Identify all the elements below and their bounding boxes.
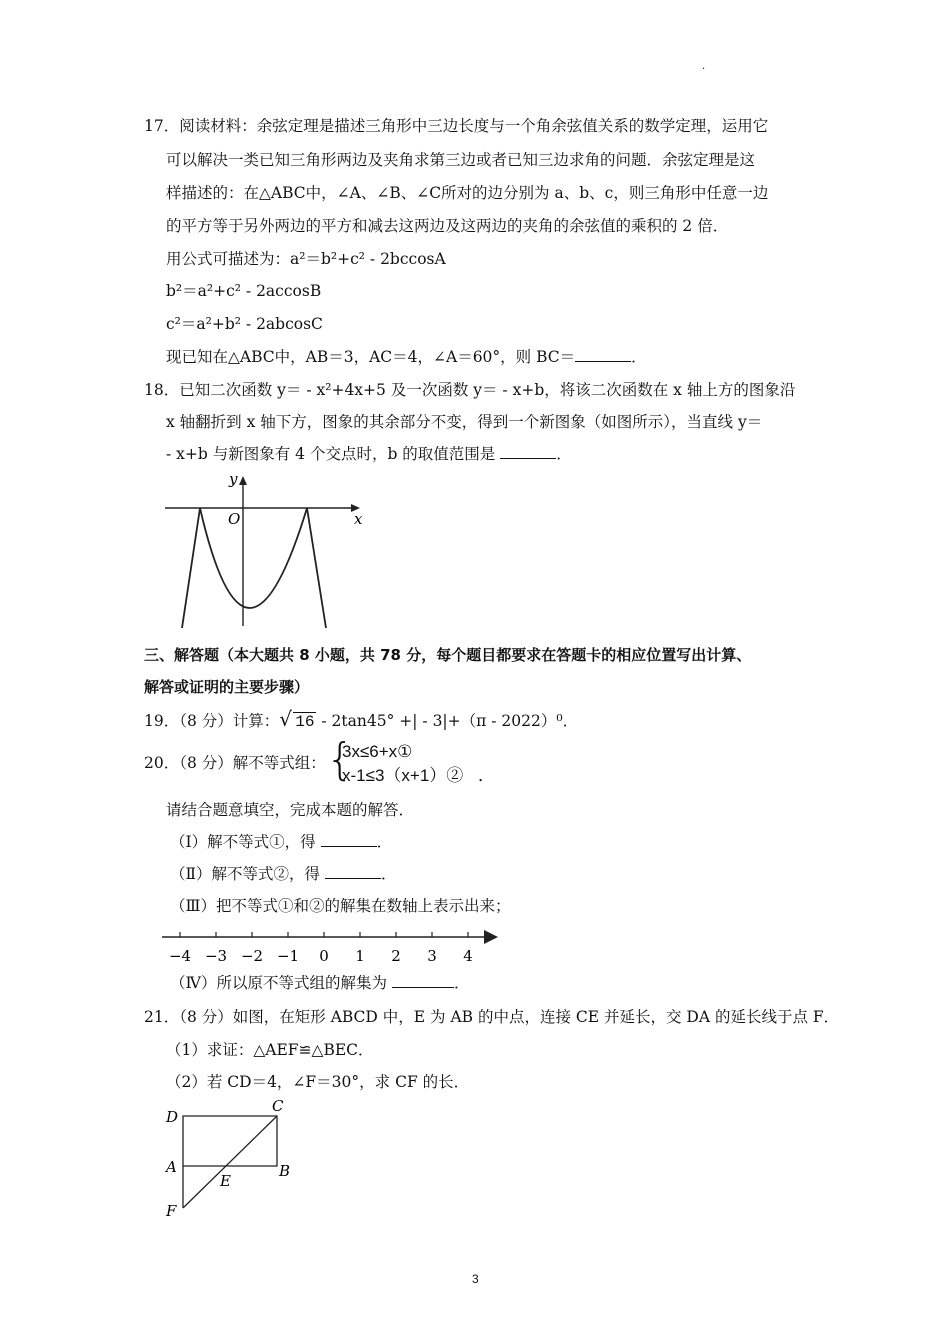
number-line-label: −1 (276, 947, 300, 965)
brace-icon: { (326, 734, 354, 785)
q20-instruction: 请结合题意填空，完成本题的解答． (166, 801, 415, 819)
q18-y-label: y (229, 470, 238, 488)
number-line-arrow-icon (484, 930, 498, 944)
q17-formula-c: c²＝a²+b² - 2abcosC (166, 315, 323, 333)
q17-answer-blank[interactable] (575, 347, 631, 362)
q20-step-1-blank[interactable] (321, 832, 377, 847)
q18-y-arrow (239, 476, 247, 485)
section-3-line-1: 三、解答题（本大题共 8 小题，共 78 分，每个题目都要求在答题卡的相应位置写出计算、 (144, 646, 752, 664)
q18-end: ． (556, 445, 572, 463)
q17-formula-a: 用公式可描述为：a²＝b²+c² - 2bccosA (166, 250, 446, 268)
q18-line-3-text: - x+b 与新图象有 4 个交点时，b 的取值范围是 (166, 445, 496, 463)
q21-label-f: F (166, 1202, 177, 1220)
q21-rectangle (183, 1116, 277, 1166)
number-line-label: −3 (204, 947, 228, 965)
q21-label-b: B (279, 1162, 291, 1180)
q18-line-2: x 轴翻折到 x 轴下方，图象的其余部分不变，得到一个新图象（如图所示），当直线 y＝ (166, 413, 763, 431)
q20-prefix: 20．（8 分）解不等式组： (144, 754, 326, 772)
q21-label-e: E (220, 1172, 231, 1190)
q17-line-1: 17．阅读材料：余弦定理是描述三角形中三边长度与一个角余弦值关系的数学定理，运用它 (144, 117, 769, 135)
number-line-label: 2 (391, 947, 401, 965)
q19-radicand: 16 (295, 713, 315, 731)
number-line-label: 0 (319, 947, 329, 965)
q20-number-line (160, 925, 505, 967)
q20-inequality-1: 3x≤6+x① (342, 742, 413, 761)
section-3-line-2: 解答或证明的主要步骤） (144, 678, 310, 696)
number-line-label: 4 (463, 947, 473, 965)
q19-sqrt (279, 707, 316, 732)
question-19 (144, 707, 579, 732)
q21-label-c: C (272, 1098, 284, 1115)
q20-inequality-2: x-1≤3（x+1）② (342, 766, 464, 785)
q20-step-4-text: （Ⅳ）所以原不等式组的解集为 (170, 974, 387, 992)
number-line-label: 3 (427, 947, 437, 965)
q18-x-label: x (354, 510, 363, 528)
q17-line-3: 样描述的：在△ABC中，∠A、∠B、∠C所对的边分别为 a、b、c，则三角形中任意一边 (166, 184, 769, 202)
page-number: 3 (472, 1272, 479, 1286)
q17-question-text: 现已知在△ABC中，AB＝3，AC＝4，∠A＝60°，则 BC＝ (166, 348, 576, 366)
q18-answer-blank[interactable] (500, 444, 556, 459)
q17-line-4: 的平方等于另外两边的平方和减去这两边及这两边的夹角的余弦值的乘积的 2 倍． (166, 217, 729, 235)
q18-origin-label: O (228, 510, 241, 528)
q19-prefix: 19．（8 分）计算： (144, 712, 280, 730)
number-line-label: 1 (355, 947, 365, 965)
q21-part-2: （2）若 CD＝4，∠F＝30°，求 CF 的长． (166, 1073, 470, 1091)
q20-system (326, 734, 496, 790)
q20-step-1-text: （Ⅰ）解不等式①，得 (170, 833, 316, 851)
q17-question (166, 347, 647, 367)
q21-label-d: D (166, 1108, 179, 1126)
q17-question-end: ． (631, 348, 647, 366)
q20-step-2-end: ． (380, 865, 397, 883)
q20-step-3: （Ⅲ）把不等式①和②的解集在数轴上表示出来； (170, 897, 511, 915)
q17-formula-b: b²＝a²+c² - 2accosB (166, 282, 322, 300)
q20-step-4-blank[interactable] (392, 973, 454, 988)
q20-step-4 (170, 973, 469, 993)
q21-figure (160, 1098, 300, 1220)
q18-line-1: 18．已知二次函数 y＝ - x²+4x+5 及一次函数 y＝ - x+b，将该二次函数在 x 轴上方的图象沿 (144, 381, 796, 399)
top-mark: · (702, 64, 706, 75)
q20-step-1 (170, 832, 392, 852)
q18-curve (182, 508, 326, 628)
q20-step-2-text: （Ⅱ）解不等式②，得 (170, 865, 321, 883)
q21-segment-cf (183, 1116, 277, 1208)
number-line-label: −4 (168, 947, 192, 965)
q21-part-1: （1）求证：△AEF≌△BEC． (166, 1041, 374, 1059)
number-line-label: −2 (240, 947, 264, 965)
q20-system-end: ． (478, 766, 495, 785)
q21-label-a: A (166, 1158, 177, 1176)
q18-line-3 (166, 444, 572, 464)
q20-step-1-end: ． (376, 833, 393, 851)
q20-step-2 (170, 864, 397, 884)
q18-graph (160, 466, 370, 631)
q20-step-2-blank[interactable] (325, 864, 381, 879)
radical-icon: √ (279, 707, 293, 731)
q20-step-4-end: ． (453, 974, 470, 992)
q21-line-1: 21．（8 分）如图，在矩形 ABCD 中，E 为 AB 的中点，连接 CE 并延长，交 DA 的延长线于点 F． (144, 1008, 840, 1026)
q17-line-2: 可以解决一类已知三角形两边及夹角求第三边或者已知三边求角的问题．余弦定理是这 (166, 151, 756, 169)
q19-suffix: - 2tan45° +| - 3|+（π - 2022）⁰． (316, 712, 579, 730)
